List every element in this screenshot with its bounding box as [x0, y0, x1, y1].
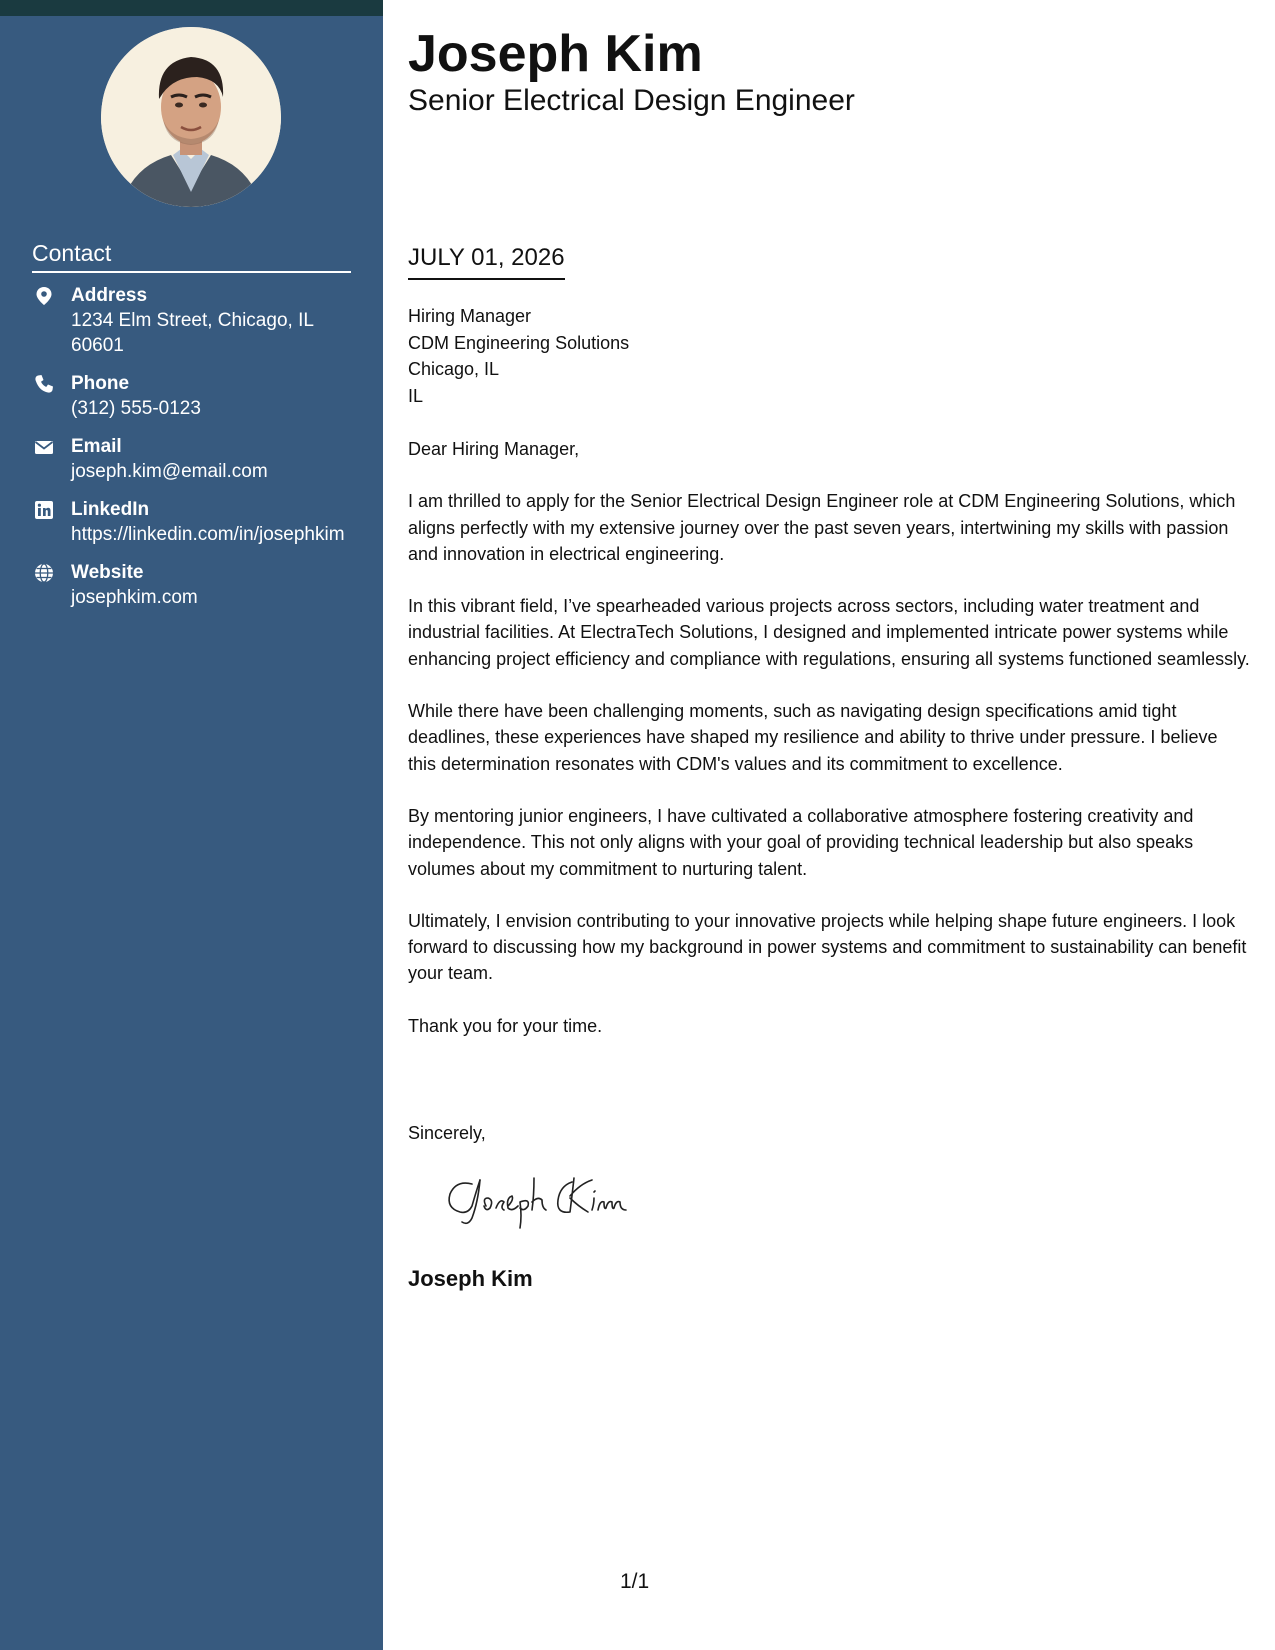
- applicant-title: Senior Electrical Design Engineer: [408, 84, 855, 117]
- contact-item-phone: [32, 372, 352, 421]
- contact-item-address: [32, 284, 352, 358]
- contact-value: joseph.kim@email.com: [71, 461, 268, 482]
- sidebar: [0, 0, 383, 1650]
- contact-label: Address: [71, 285, 148, 306]
- recipient-line: Chicago, IL: [408, 359, 500, 379]
- signed-name: Joseph Kim: [408, 1266, 533, 1291]
- contact-label: Phone: [71, 373, 130, 394]
- contact-heading: Contact: [32, 240, 351, 273]
- phone-icon: [34, 374, 54, 394]
- contact-value[interactable]: https://linkedin.com/in/josephkim: [71, 524, 345, 545]
- body-paragraph: Thank you for your time.: [408, 1015, 603, 1036]
- handwritten-signature: [442, 1172, 642, 1237]
- contact-list: [32, 284, 352, 624]
- sidebar-top-bar: [0, 0, 383, 16]
- closing: Sincerely,: [408, 1123, 486, 1143]
- letter-date: JULY 01, 2026: [408, 244, 565, 280]
- contact-value: 1234 Elm Street, Chicago, IL 60601: [71, 310, 314, 356]
- salutation: Dear Hiring Manager,: [408, 439, 580, 459]
- recipient-line: CDM Engineering Solutions: [408, 332, 630, 353]
- recipient-block: [408, 303, 629, 409]
- contact-label: Email: [71, 436, 122, 457]
- globe-icon: [34, 563, 54, 583]
- contact-item-email: [32, 435, 352, 484]
- body-paragraph: In this vibrant field, I’ve spearheaded various projects across sectors, including water treatment and industrial facilities. At ElectraTech Solutions, I designed and implemented intricate power systems while enhancing project efficiency and compliance with regulations, ensuring all systems functioned seamlessly.: [408, 596, 1250, 669]
- letter-body: [408, 436, 1250, 1065]
- envelope-icon: [34, 437, 54, 457]
- body-paragraph: While there have been challenging moments, such as navigating design specifications amid tight deadlines, these experiences have shaped my resilience and ability to thrive under pressure. I believe this determination resonates with CDM's values and its commitment to excellence.: [408, 701, 1218, 774]
- page-number: 1/1: [620, 1570, 650, 1593]
- body-paragraph: By mentoring junior engineers, I have cultivated a collaborative atmosphere fostering creativity and independence. This not only aligns with your goal of providing technical leadership but also speaks volumes about my commitment to nurturing talent.: [408, 805, 1194, 879]
- contact-value[interactable]: josephkim.com: [71, 587, 198, 608]
- profile-photo: [101, 27, 281, 207]
- contact-value: (312) 555-0123: [71, 398, 201, 419]
- recipient-line: IL: [408, 385, 424, 406]
- map-pin-icon: [34, 286, 54, 306]
- body-paragraph: I am thrilled to apply for the Senior Electrical Design Engineer role at CDM Engineering Solutions, which aligns perfectly with my extensive journey over the past seven years, intertwining my skills with passion and innovation in electrical engineering.: [408, 491, 1236, 564]
- contact-item-linkedin: [32, 498, 352, 547]
- contact-label: Website: [71, 562, 144, 583]
- body-paragraph: Ultimately, I envision contributing to your innovative projects while helping shape future engineers. I look forward to discussing how my background in power systems and commitment to sustainability can benefit your team.: [408, 910, 1247, 984]
- applicant-name: Joseph Kim: [408, 25, 703, 83]
- contact-item-website: [32, 561, 352, 610]
- linkedin-icon: [34, 500, 54, 520]
- recipient-line: Hiring Manager: [408, 306, 532, 326]
- contact-label: LinkedIn: [71, 499, 150, 520]
